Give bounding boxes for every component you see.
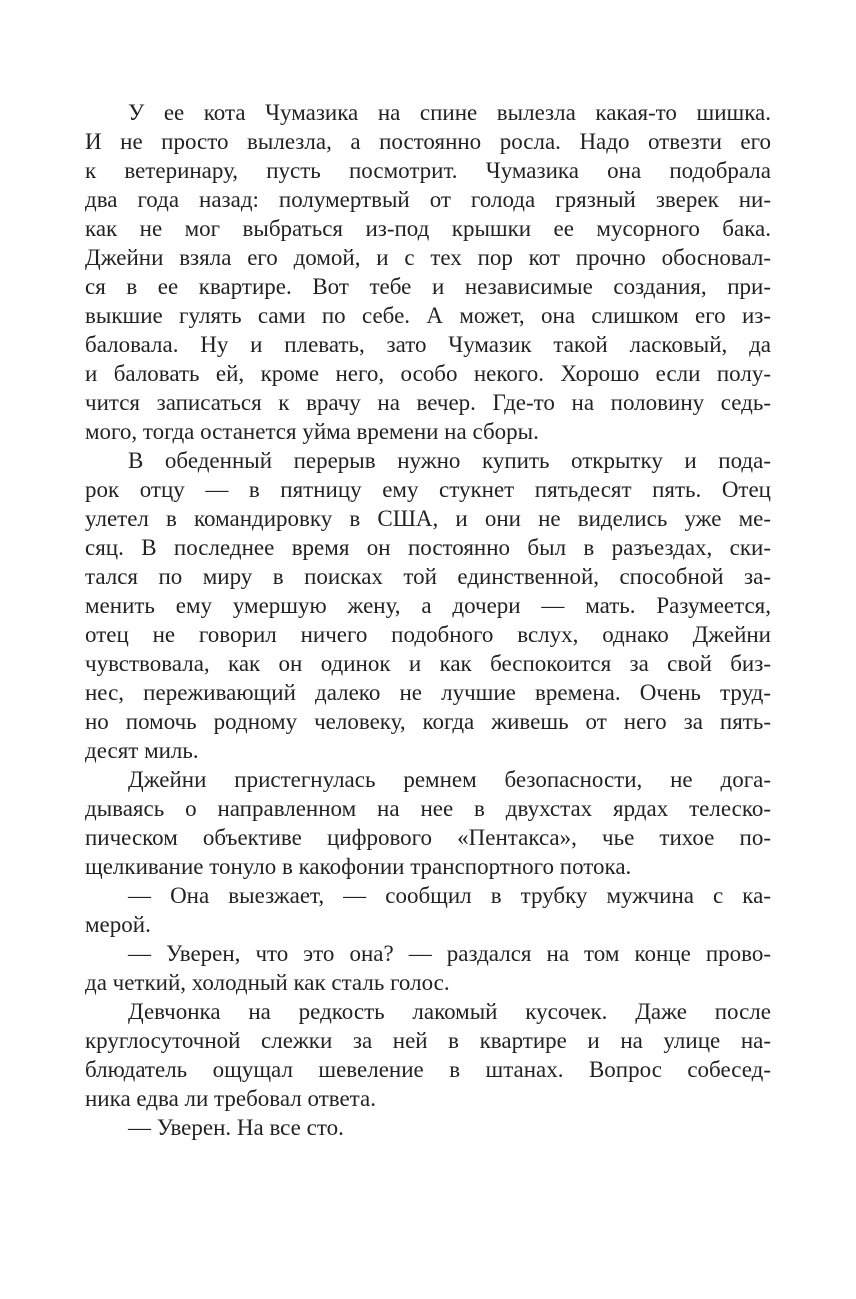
text-line: Девчонка на редкость лакомый кусочек. Даже после [128, 999, 771, 1024]
text-line: ся в ее квартире. Вот тебе и независимые создания, при- [85, 274, 771, 299]
text-line: — Уверен. На все сто. [128, 1115, 344, 1140]
text-line: отец не говорил ничего подобного вслух, однако Джейни [85, 622, 771, 647]
text-line: да четкий, холодный как сталь голос. [85, 970, 450, 995]
paragraph [85, 939, 771, 997]
text-line: — Она выезжает, — сообщил в трубку мужчина с ка- [128, 883, 771, 908]
text-line: мого, тогда останется уйма времени на сборы. [85, 419, 539, 444]
text-line: Джейни пристегнулась ремнем безопасности, не дога- [128, 767, 771, 792]
body-text [85, 98, 771, 1142]
paragraph [85, 1113, 771, 1142]
text-line: и баловать ей, кроме него, особо некого. Хорошо если полу- [85, 361, 771, 386]
text-line: ника едва ли требовал ответа. [85, 1086, 376, 1111]
text-line: десят миль. [85, 738, 199, 763]
text-line: дываясь о направленном на нее в двухстах ярдах телеско- [85, 796, 771, 821]
text-line: мерой. [85, 912, 151, 937]
text-line: к ветеринару, пусть посмотрит. Чумазика она подобрала [85, 158, 771, 183]
text-line: баловала. Ну и плевать, зато Чумазик такой ласковый, да [85, 332, 771, 357]
paragraph [85, 765, 771, 881]
text-line: круглосуточной слежки за ней в квартире и на улице на- [85, 1028, 771, 1053]
text-line: В обеденный перерыв нужно купить открытку и пода- [128, 448, 771, 473]
paragraph [85, 997, 771, 1113]
text-line: нес, переживающий далеко не лучшие времена. Очень труд- [85, 680, 771, 705]
text-line: как не мог выбраться из-под крышки ее мусорного бака. [85, 216, 771, 241]
text-line: два года назад: полумертвый от голода грязный зверек ни- [85, 187, 771, 212]
text-line: щелкивание тонуло в какофонии транспортного потока. [85, 854, 632, 879]
text-line: но помочь родному человеку, когда живешь от него за пять- [85, 709, 771, 734]
text-line: улетел в командировку в США, и они не виделись уже ме- [85, 506, 771, 531]
text-line: Джейни взяла его домой, и с тех пор кот прочно обосновал- [85, 245, 771, 270]
text-line: выкшие гулять сами по себе. А может, она слишком его из- [85, 303, 771, 328]
paragraph [85, 98, 771, 446]
paragraph [85, 881, 771, 939]
text-line: — Уверен, что это она? — раздался на том конце прово- [128, 941, 771, 966]
text-line: рок отцу — в пятницу ему стукнет пятьдесят пять. Отец [85, 477, 771, 502]
text-line: чувствовала, как он одинок и как беспокоится за свой биз- [85, 651, 771, 676]
text-line: И не просто вылезла, а постоянно росла. Надо отвезти его [85, 129, 771, 154]
text-line: У ее кота Чумазика на спине вылезла какая-то шишка. [128, 100, 771, 125]
text-line: блюдатель ощущал шевеление в штанах. Вопрос собесед- [85, 1057, 771, 1082]
paragraph [85, 446, 771, 765]
text-line: пическом объективе цифрового «Пентакса», чье тихое по- [85, 825, 771, 850]
text-line: чится записаться к врачу на вечер. Где-то на половину седь- [85, 390, 771, 415]
text-line: менить ему умершую жену, а дочери — мать. Разумеется, [85, 593, 771, 618]
text-line: сяц. В последнее время он постоянно был в разъездах, ски- [85, 535, 771, 560]
text-line: тался по миру в поисках той единственной, способной за- [85, 564, 771, 589]
